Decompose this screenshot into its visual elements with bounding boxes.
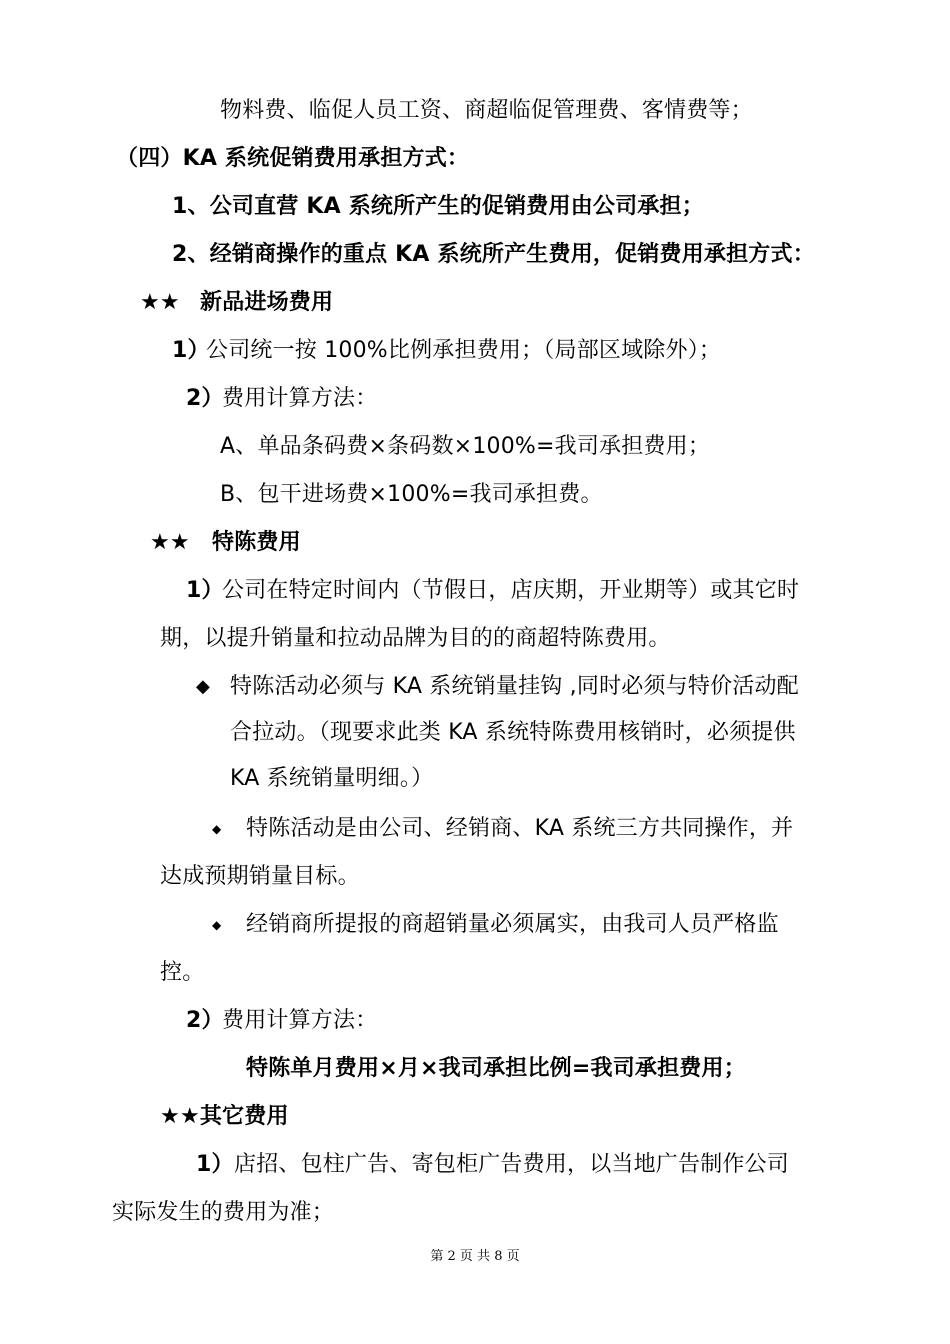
- text-line-dealer-sales-true: 经销商所提报的商超销量必须属实，由我司人员严格监: [246, 912, 779, 937]
- text-line-three-party: 特陈活动是由公司、经销商、KA 系统三方共同操作，并: [246, 816, 794, 841]
- diamond-bullet-icon: ◆: [212, 918, 222, 932]
- list-number: 1）: [196, 1152, 234, 1177]
- text-line-dealer-sales-true-cont: 控。: [160, 960, 205, 985]
- formula-barcode-fee: A、单品条码费×条码数×100%=我司承担费用；: [220, 434, 711, 459]
- item-direct-ka: 1、公司直营 KA 系统所产生的促销费用由公司承担；: [172, 194, 704, 219]
- subheading-new-product-entry-fee: 新品进场费用: [200, 290, 334, 315]
- star-marker: ★★: [150, 530, 190, 555]
- section-heading-ka-promo-cost: （四）KA 系统促销费用承担方式：: [116, 146, 470, 171]
- text-line-ad-fees: 店招、包柱广告、寄包柜广告费用，以当地广告制作公司: [234, 1152, 790, 1177]
- diamond-bullet-icon: ◆: [212, 822, 222, 836]
- page-number-footer: 第 2 页 共 8 页: [430, 1249, 520, 1264]
- list-number: 1）: [172, 338, 210, 363]
- text-line-special-period-cont: 期，以提升销量和拉动品牌为目的的商超特陈费用。: [160, 626, 671, 651]
- list-number: 2）: [186, 386, 224, 411]
- text-line-special-linked-sales: 特陈活动必须与 KA 系统销量挂钩 ,同时必须与特价活动配: [230, 674, 799, 699]
- list-number: 2）: [186, 1008, 224, 1033]
- text-line-special-linked-sales-cont2: KA 系统销量明细。）: [230, 766, 434, 791]
- subheading-special-display-fee: 特陈费用: [212, 530, 301, 555]
- text-line-material-fees: 物料费、临促人员工资、商超临促管理费、客情费等；: [220, 98, 753, 123]
- diamond-bullet-icon: ◆: [196, 676, 210, 697]
- text-line-calc-method-2: 费用计算方法：: [222, 1008, 378, 1033]
- subheading-other-fees: ★★其它费用: [160, 1104, 289, 1129]
- item-dealer-ka: 2、经销商操作的重点 KA 系统所产生费用，促销费用承担方式：: [172, 242, 815, 267]
- text-line-calc-method: 费用计算方法：: [222, 386, 378, 411]
- star-marker: ★★: [140, 290, 180, 315]
- text-line-special-linked-sales-cont: 合拉动。（现要求此类 KA 系统特陈费用核销时，必须提供: [230, 720, 796, 745]
- formula-lump-sum-fee: B、包干进场费×100%=我司承担费。: [220, 482, 603, 507]
- text-line-special-period: 公司在特定时间内（节假日，店庆期，开业期等）或其它时: [222, 578, 800, 603]
- formula-special-monthly-fee: 特陈单月费用×月×我司承担比例=我司承担费用；: [246, 1056, 746, 1081]
- text-line-company-bears-100: 公司统一按 100%比例承担费用；（局部区域除外）；: [206, 338, 722, 363]
- text-line-three-party-cont: 达成预期销量目标。: [160, 864, 360, 889]
- text-line-ad-fees-cont: 实际发生的费用为准；: [112, 1200, 335, 1225]
- list-number: 1）: [186, 578, 224, 603]
